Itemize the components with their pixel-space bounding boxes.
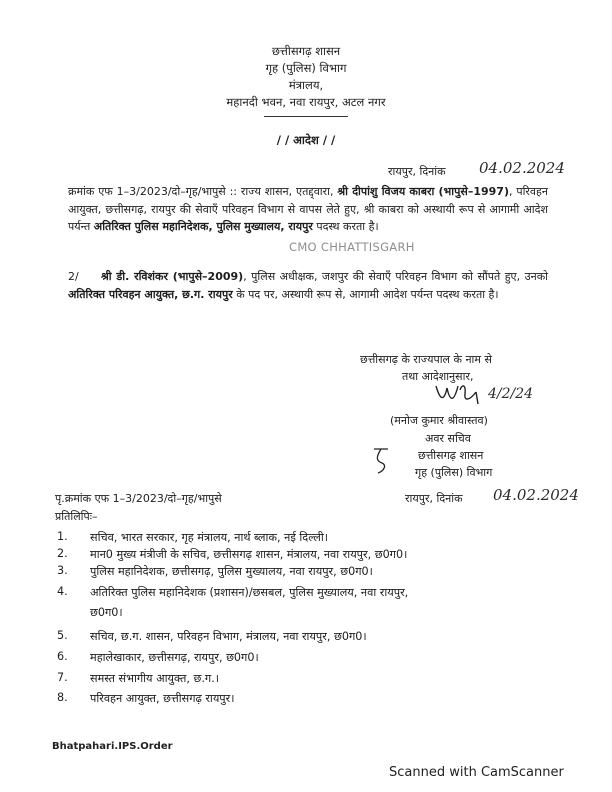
endorsement-ref: पृ.क्रमांक एफ 1–3/2023/दो–गृह/भापुसे bbox=[55, 492, 222, 505]
cmo-stamp: CMO CHHATTISGARH bbox=[289, 240, 415, 254]
copy-item-text: महालेखाकार, छत्तीसगढ़, रायपुर, छ0ग0। bbox=[90, 651, 259, 664]
copy-item-number: 5. bbox=[57, 629, 68, 642]
copy-item-number: 7. bbox=[57, 671, 68, 684]
header-state: छत्तीसगढ़ शासन bbox=[271, 44, 341, 58]
scanner-watermark: Scanned with CamScanner bbox=[389, 765, 564, 780]
copy-item-number: 6. bbox=[57, 650, 68, 663]
new-post-2: अतिरिक्त परिवहन आयुक्त, छ.ग. रायपुर bbox=[68, 287, 233, 301]
copy-item-text: अतिरिक्त पुलिस महानिदेशक (प्रशासन)/छसबल, पुलिस मुख्यालय, नवा रायपुर, bbox=[90, 586, 409, 599]
endorsement-handwritten-date: 04.02.2024 bbox=[493, 486, 579, 504]
header-address: महानदी भवन, नवा रायपुर, अटल नगर bbox=[226, 95, 386, 109]
para1-text-1: क्रमांक एफ 1–3/2023/दो–गृह/भापुसे :: राज्य शासन, एतद्द्वारा, bbox=[68, 185, 338, 198]
signatory-name: (मनोज कुमार श्रीवास्तव) bbox=[390, 414, 488, 427]
order-paragraph-1 bbox=[68, 183, 548, 236]
initial-mark bbox=[370, 445, 392, 475]
place-date-label: रायपुर, दिनांक bbox=[388, 165, 446, 178]
header-ministry: मंत्रालय, bbox=[288, 78, 324, 92]
officer-name-2: श्री डी. रविशंकर (भापुसे–2009) bbox=[100, 270, 244, 283]
copy-to-label: प्रतिलिपिः– bbox=[55, 510, 98, 523]
new-post-1: अतिरिक्त पुलिस महानिदेशक, पुलिस मुख्यालय, रायपुर bbox=[93, 220, 313, 233]
header-divider bbox=[264, 116, 348, 117]
signature bbox=[432, 380, 492, 408]
copy-item-text: परिवहन आयुक्त, छत्तीसगढ़ रायपुर। bbox=[90, 692, 235, 705]
copy-item-text: पुलिस महानिदेशक, छत्तीसगढ़, पुलिस मुख्यालय, नवा रायपुर, छ0ग0। bbox=[90, 565, 373, 578]
para2-number: 2/ bbox=[68, 270, 79, 283]
order-title: / / आदेश / / bbox=[276, 133, 336, 147]
file-tag: Bhatpahari.IPS.Order bbox=[52, 741, 173, 752]
copy-item-text: सचिव, भारत सरकार, गृह मंत्रालय, नार्थ ब्लाक, नई दिल्ली। bbox=[90, 531, 328, 544]
copy-item-number: 8. bbox=[57, 691, 68, 704]
copy-item-number: 1. bbox=[57, 530, 68, 543]
copy-item-text: समस्त संभागीय आयुक्त, छ.ग.। bbox=[90, 672, 220, 685]
header-department: गृह (पुलिस) विभाग bbox=[265, 61, 347, 75]
copy-item-text-continued: छ0ग0। bbox=[90, 606, 123, 619]
copy-item-text: सचिव, छ.ग. शासन, परिवहन विभाग, मंत्रालय, नवा रायपुर, छ0ग0। bbox=[90, 630, 367, 643]
copy-item-number: 4. bbox=[57, 585, 68, 598]
signatory-office-1: छत्तीसगढ़ शासन bbox=[418, 449, 484, 462]
para1-text-2: , परिवहन आयुक्त, छत्तीसगढ़, रायपुर की सेवाएँ परिवहन विभाग से वापस लेते हुए, श्री काबरा को अस्थायी रूप से आगामी आदेश पर्यन्त bbox=[68, 185, 548, 233]
copy-item-text: मान0 मुख्य मंत्रीजी के सचिव, छत्तीसगढ़ शासन, मंत्रालय, नवा रायपुर, छ0ग0। bbox=[90, 548, 408, 561]
para2-text-1: , पुलिस अधीक्षक, जशपुर की सेवाएँ परिवहन विभाग को सौंपते हुए, उनको bbox=[243, 270, 548, 283]
signatory-designation: अवर सचिव bbox=[425, 432, 471, 445]
signatory-office-2: गृह (पुलिस) विभाग bbox=[415, 466, 493, 479]
endorsement-place-date: रायपुर, दिनांक bbox=[405, 492, 463, 505]
copy-item-number: 3. bbox=[57, 564, 68, 577]
handwritten-date: 04.02.2024 bbox=[479, 159, 565, 177]
para1-text-3: पदस्थ करता है। bbox=[312, 220, 379, 233]
officer-name-1: श्री दीपांशु विजय काबरा (भापुसे–1997) bbox=[337, 185, 509, 198]
copy-item-number: 2. bbox=[57, 547, 68, 560]
authority-line-2: तथा आदेशानुसार, bbox=[402, 370, 474, 383]
order-paragraph-2 bbox=[68, 268, 548, 303]
signature-date: 4/2/24 bbox=[488, 386, 534, 402]
authority-line: छत्तीसगढ़ के राज्यपाल के नाम से bbox=[360, 353, 492, 366]
para2-text-2: के पद पर, अस्थायी रूप से, आगामी आदेश पर्यन्त पदस्थ करता है। bbox=[232, 287, 499, 301]
